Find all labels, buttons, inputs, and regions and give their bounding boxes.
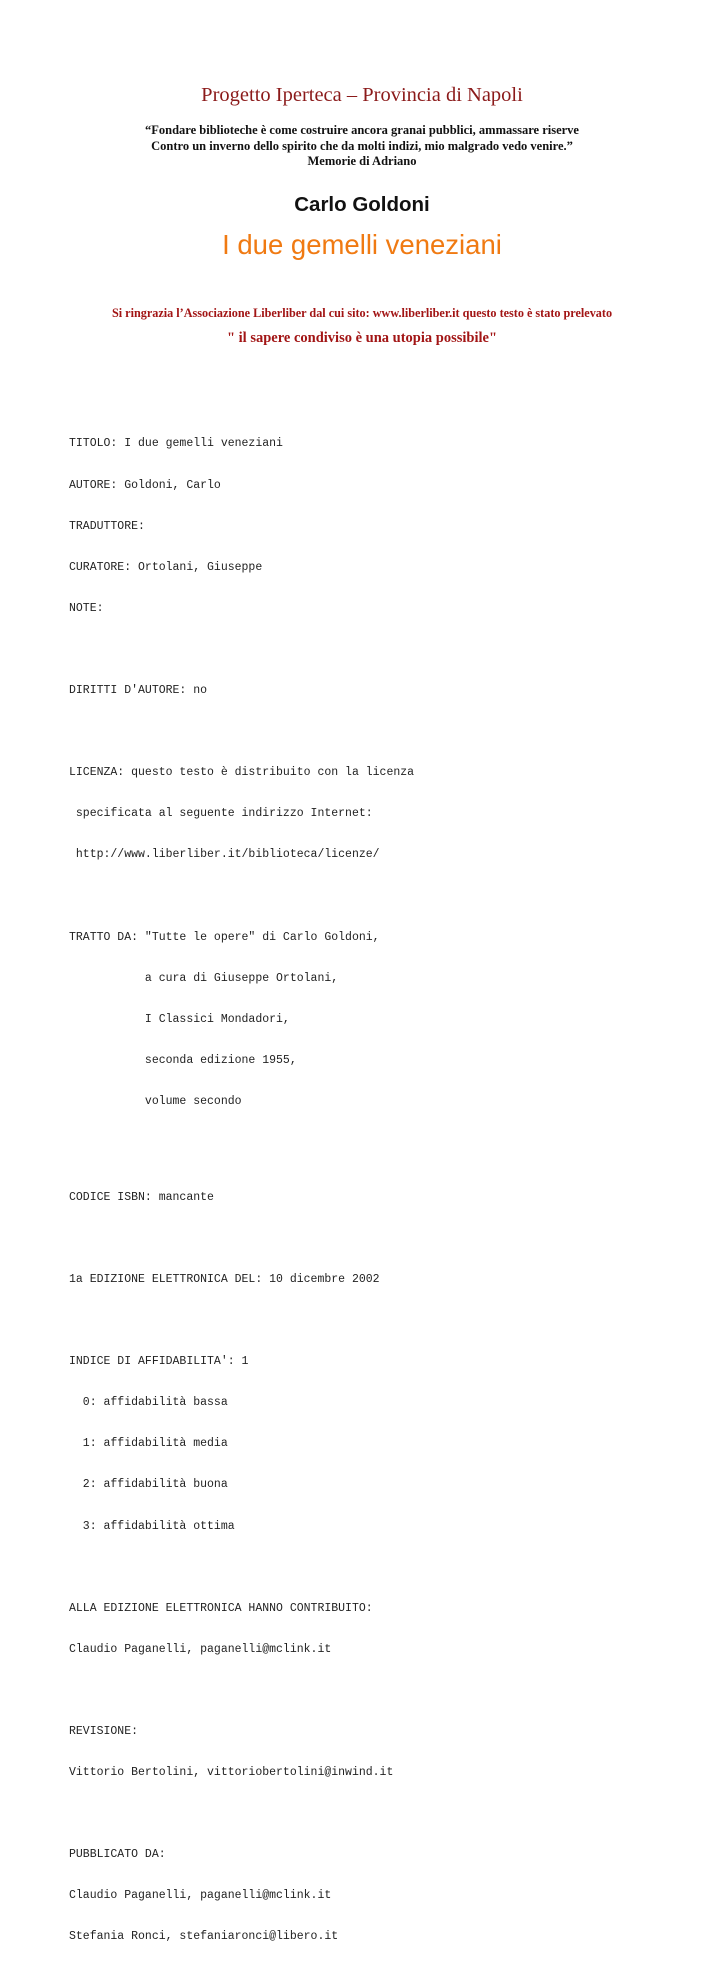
meta-revisione: REVISIONE: xyxy=(69,1725,139,1739)
meta-autore: AUTORE: Goldoni, Carlo xyxy=(69,478,221,492)
author-name: Carlo Goldoni xyxy=(294,193,430,216)
epigraph-quote xyxy=(0,123,724,170)
metadata-block xyxy=(69,410,414,1972)
quote-source: Memorie di Adriano xyxy=(307,154,417,168)
meta-affidabilita: 0: affidabilità bassa xyxy=(69,1396,228,1410)
meta-tratto-da: I Classici Mondadori, xyxy=(69,1012,290,1026)
project-title: Progetto Iperteca – Provincia di Napoli xyxy=(201,84,523,106)
meta-pubblicato: Claudio Paganelli, paganelli@mclink.it xyxy=(69,1889,332,1903)
book-title: I due gemelli veneziani xyxy=(222,229,502,260)
meta-contributori: ALLA EDIZIONE ELETTRONICA HANNO CONTRIBUITO: xyxy=(69,1601,373,1615)
meta-affidabilita: 1: affidabilità media xyxy=(69,1437,228,1451)
meta-note: NOTE: xyxy=(69,601,104,615)
quote-line: “Fondare biblioteche è come costruire ancora granai pubblici, ammassare riserve xyxy=(145,123,579,137)
meta-edizione: 1a EDIZIONE ELETTRONICA DEL: 10 dicembre 2002 xyxy=(69,1272,380,1286)
meta-contributori: Claudio Paganelli, paganelli@mclink.it xyxy=(69,1642,332,1656)
motto-text: " il sapere condiviso è una utopia possibile" xyxy=(226,330,498,346)
meta-curatore: CURATORE: Ortolani, Giuseppe xyxy=(69,560,263,574)
meta-pubblicato: Stefania Ronci, stefaniaronci@libero.it xyxy=(69,1930,339,1944)
meta-diritti: DIRITTI D'AUTORE: no xyxy=(69,683,208,697)
acknowledgement-text: Si ringrazia l’Associazione Liberliber dal cui sito: www.liberliber.it questo testo è stato prelevato xyxy=(111,306,613,320)
meta-affidabilita: 3: affidabilità ottima xyxy=(69,1519,235,1533)
meta-pubblicato: PUBBLICATO DA: xyxy=(69,1848,166,1862)
meta-affidabilita: INDICE DI AFFIDABILITA': 1 xyxy=(69,1355,249,1369)
quote-line: Contro un inverno dello spirito che da molti indizi, mio malgrado vedo venire.” xyxy=(151,138,573,153)
meta-licenza: LICENZA: questo testo è distribuito con la licenza xyxy=(69,766,415,780)
meta-isbn: CODICE ISBN: mancante xyxy=(69,1190,214,1204)
meta-tratto-da: TRATTO DA: "Tutte le opere" di Carlo Goldoni, xyxy=(69,930,380,944)
meta-tratto-da: seconda edizione 1955, xyxy=(69,1053,297,1067)
meta-titolo: TITOLO: I due gemelli veneziani xyxy=(69,437,283,451)
meta-tratto-da: volume secondo xyxy=(69,1094,242,1108)
meta-tratto-da: a cura di Giuseppe Ortolani, xyxy=(69,971,339,985)
meta-affidabilita: 2: affidabilità buona xyxy=(69,1478,228,1492)
meta-licenza: specificata al seguente indirizzo Internet: xyxy=(69,807,373,821)
meta-revisione: Vittorio Bertolini, vittoriobertolini@inwind.it xyxy=(69,1766,394,1780)
meta-traduttore: TRADUTTORE: xyxy=(69,519,145,533)
meta-licenza-url: http://www.liberliber.it/biblioteca/licenze/ xyxy=(69,848,380,862)
